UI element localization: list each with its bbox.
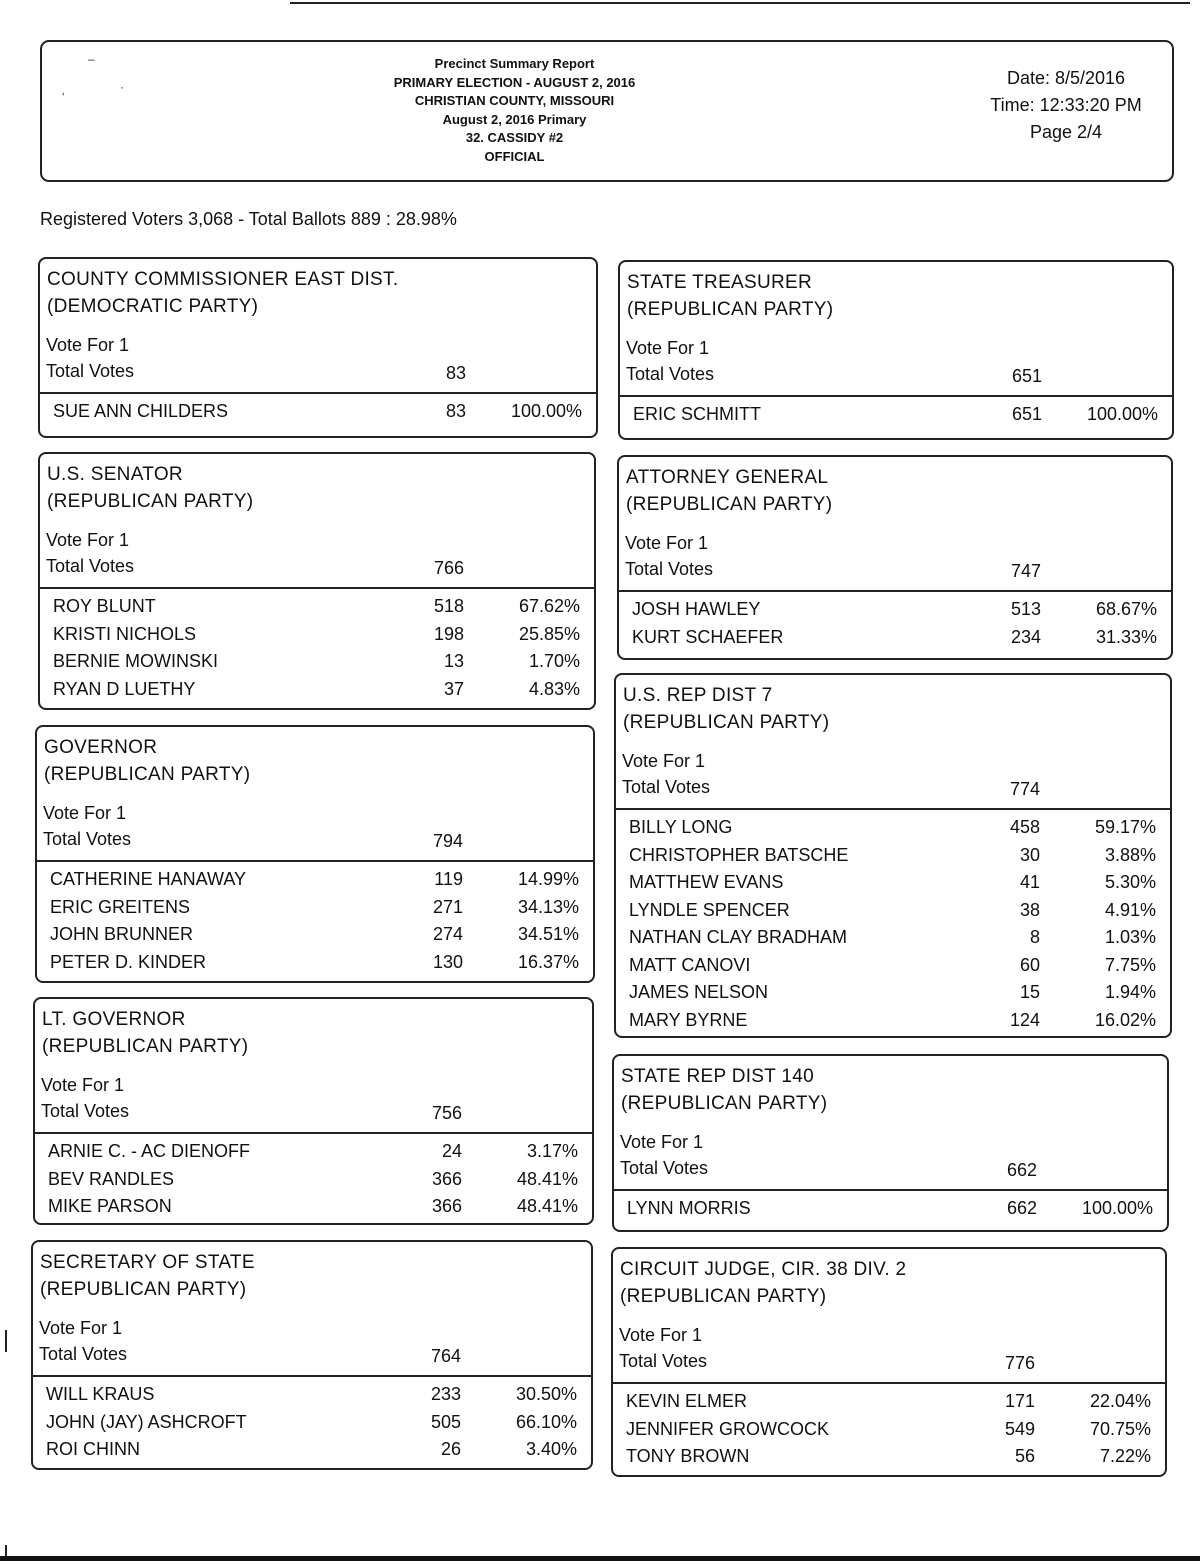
- candidate-name: JAMES NELSON: [629, 982, 769, 1002]
- candidate-votes: 549: [1004, 1418, 1035, 1439]
- race-party: (REPUBLICAN PARTY): [47, 491, 254, 512]
- candidate-votes: 26: [440, 1439, 461, 1459]
- race-box: [617, 455, 1173, 660]
- candidate-percent: 7.22%: [1099, 1446, 1151, 1466]
- race-party: (REPUBLICAN PARTY): [40, 1279, 247, 1300]
- candidate-percent: 14.99%: [517, 869, 579, 889]
- candidate-votes: 198: [433, 623, 464, 644]
- candidate-row: [619, 596, 1171, 624]
- candidate-row: [616, 979, 1170, 1007]
- race-title: SECRETARY OF STATE: [40, 1252, 255, 1273]
- candidate-name: NATHAN CLAY BRADHAM: [629, 927, 848, 947]
- page-number: Page 2/4: [1029, 122, 1103, 142]
- total-votes-row: [614, 1155, 1167, 1181]
- race-heading: [620, 262, 1172, 323]
- scan-mark: –: [88, 52, 95, 66]
- total-votes-value: 776: [1004, 1353, 1035, 1373]
- candidate-row: [616, 814, 1170, 842]
- candidate-name: ROI CHINN: [46, 1439, 140, 1459]
- race-party: (REPUBLICAN PARTY): [42, 1036, 249, 1057]
- candidate-name: JOHN (JAY) ASHCROFT: [46, 1411, 247, 1432]
- race-title: LT. GOVERNOR: [42, 1009, 186, 1030]
- total-votes-label: Total Votes: [619, 1351, 708, 1371]
- race-heading: [37, 727, 593, 788]
- race-box: [38, 257, 598, 438]
- race-title: U.S. SENATOR: [47, 464, 183, 485]
- candidate-row: [40, 676, 594, 704]
- vote-for-label: Vote For 1: [626, 338, 710, 358]
- candidate-percent: 22.04%: [1089, 1391, 1151, 1411]
- candidate-row: [33, 1409, 591, 1437]
- scan-mark: ·: [120, 80, 124, 94]
- candidate-row: [40, 593, 594, 621]
- candidate-name: ARNIE C. - AC DIENOFF: [48, 1141, 251, 1161]
- candidate-votes: 662: [1006, 1198, 1037, 1218]
- race-party: (DEMOCRATIC PARTY): [47, 296, 259, 317]
- candidate-row: [37, 921, 593, 949]
- candidate-votes: 83: [445, 401, 466, 421]
- candidate-name: PETER D. KINDER: [50, 951, 207, 972]
- candidate-row: [35, 1138, 592, 1166]
- candidate-votes: 13: [443, 651, 464, 671]
- total-votes-label: Total Votes: [626, 364, 715, 384]
- race-title: ATTORNEY GENERAL: [626, 467, 829, 488]
- race-party: (REPUBLICAN PARTY): [44, 764, 251, 785]
- total-votes-value: 794: [432, 831, 463, 851]
- candidate-votes: 60: [1019, 954, 1040, 975]
- total-votes-row: [37, 826, 593, 852]
- candidate-name: LYNDLE SPENCER: [629, 899, 790, 920]
- candidate-list: [614, 1191, 1167, 1223]
- total-votes-value: 764: [430, 1346, 461, 1366]
- candidate-votes: 41: [1019, 872, 1040, 892]
- vote-for-label: Vote For 1: [620, 1132, 704, 1152]
- candidate-list: [40, 394, 596, 426]
- candidate-name: BILLY LONG: [629, 817, 733, 837]
- total-votes-row: [35, 1098, 592, 1124]
- candidate-row: [40, 648, 594, 676]
- total-votes-value: 774: [1009, 779, 1040, 799]
- race-party: (REPUBLICAN PARTY): [627, 299, 834, 320]
- total-votes-row: [40, 358, 596, 384]
- race-heading: [35, 999, 592, 1060]
- candidate-percent: 3.40%: [525, 1439, 577, 1459]
- report-title-block: [342, 55, 687, 166]
- report-name: Precinct Summary Report: [434, 56, 595, 71]
- candidate-row: [620, 401, 1172, 429]
- candidate-name: ERIC GREITENS: [50, 896, 191, 917]
- candidate-row: [614, 1195, 1167, 1223]
- vote-for-label: Vote For 1: [39, 1318, 123, 1338]
- candidate-name: BEV RANDLES: [48, 1168, 175, 1189]
- candidate-votes: 37: [443, 678, 464, 699]
- candidate-row: [37, 866, 593, 894]
- race-heading: [33, 1242, 591, 1303]
- candidate-row: [613, 1443, 1165, 1471]
- race-heading: [613, 1249, 1165, 1310]
- candidate-votes: 518: [433, 596, 464, 616]
- candidate-name: KEVIN ELMER: [626, 1391, 748, 1411]
- candidate-votes: 119: [434, 869, 463, 889]
- report-date: Date: 8/5/2016: [1006, 68, 1126, 88]
- candidate-percent: 59.17%: [1094, 817, 1156, 837]
- race-party: (REPUBLICAN PARTY): [626, 494, 833, 515]
- total-votes-label: Total Votes: [46, 556, 135, 576]
- candidate-votes: 30: [1019, 844, 1040, 865]
- total-votes-row: [616, 774, 1170, 800]
- candidate-name: JOSH HAWLEY: [632, 599, 761, 619]
- candidate-name: WILL KRAUS: [46, 1384, 155, 1404]
- candidate-votes: 24: [441, 1141, 462, 1161]
- candidate-votes: 56: [1014, 1446, 1035, 1466]
- candidate-row: [616, 842, 1170, 870]
- candidate-row: [613, 1388, 1165, 1416]
- candidate-name: CHRISTOPHER BATSCHE: [629, 844, 849, 865]
- race-heading: [614, 1056, 1167, 1117]
- candidate-votes: 505: [430, 1411, 461, 1432]
- registration-summary: Registered Voters 3,068 - Total Ballots 889 : 28.98%: [40, 209, 457, 229]
- report-status: OFFICIAL: [484, 148, 545, 164]
- candidate-percent: 7.75%: [1104, 954, 1156, 975]
- candidate-percent: 100.00%: [510, 401, 582, 421]
- candidate-name: BERNIE MOWINSKI: [53, 651, 219, 671]
- candidate-row: [619, 624, 1171, 652]
- race-box: [611, 1247, 1167, 1477]
- total-votes-row: [613, 1348, 1165, 1374]
- candidate-row: [616, 1007, 1170, 1035]
- race-heading: [40, 259, 596, 320]
- county-name: CHRISTIAN COUNTY, MISSOURI: [414, 93, 615, 108]
- candidate-percent: 67.62%: [518, 596, 580, 616]
- candidate-percent: 25.85%: [518, 623, 580, 644]
- candidate-list: [35, 1134, 592, 1221]
- candidate-row: [616, 897, 1170, 925]
- race-box: [612, 1054, 1169, 1232]
- race-box: [35, 725, 595, 983]
- candidate-name: KURT SCHAEFER: [632, 626, 784, 647]
- vote-for-label: Vote For 1: [619, 1325, 703, 1345]
- candidate-list: [33, 1377, 591, 1464]
- candidate-votes: 124: [1009, 1009, 1040, 1030]
- candidate-percent: 5.30%: [1104, 872, 1156, 892]
- candidate-percent: 66.10%: [515, 1411, 577, 1432]
- candidate-votes: 513: [1010, 599, 1041, 619]
- total-votes-value: 83: [445, 363, 466, 383]
- total-votes-label: Total Votes: [39, 1344, 128, 1364]
- report-time: Time: 12:33:20 PM: [990, 95, 1142, 115]
- candidate-votes: 366: [431, 1168, 462, 1189]
- candidate-row: [40, 621, 594, 649]
- candidate-name: SUE ANN CHILDERS: [53, 401, 229, 421]
- candidate-name: CATHERINE HANAWAY: [50, 869, 247, 889]
- vote-for-label: Vote For 1: [625, 533, 709, 553]
- candidate-row: [37, 949, 593, 977]
- candidate-percent: 3.17%: [526, 1141, 578, 1161]
- candidate-votes: 271: [432, 896, 463, 917]
- candidate-percent: 30.50%: [515, 1384, 577, 1404]
- candidate-votes: 130: [432, 951, 463, 972]
- vote-for-label: Vote For 1: [46, 530, 130, 550]
- candidate-row: [616, 869, 1170, 897]
- candidate-percent: 1.94%: [1104, 982, 1156, 1002]
- race-box: [33, 997, 594, 1225]
- candidate-votes: 233: [430, 1384, 461, 1404]
- candidate-name: ERIC SCHMITT: [633, 404, 761, 424]
- candidate-row: [35, 1193, 592, 1221]
- candidate-percent: 1.70%: [528, 651, 580, 671]
- candidate-name: MIKE PARSON: [48, 1196, 172, 1216]
- candidate-votes: 171: [1004, 1391, 1035, 1411]
- total-votes-label: Total Votes: [46, 361, 135, 381]
- candidate-percent: 16.37%: [517, 951, 579, 972]
- candidate-list: [616, 810, 1170, 1034]
- candidate-votes: 458: [1009, 817, 1040, 837]
- candidate-name: ROY BLUNT: [53, 596, 156, 616]
- race-title: U.S. REP DIST 7: [623, 685, 773, 706]
- bottom-rule: [0, 1556, 1200, 1561]
- top-rule: [290, 2, 1190, 4]
- candidate-percent: 4.83%: [528, 678, 580, 699]
- race-heading: [619, 457, 1171, 518]
- candidate-votes: 651: [1011, 404, 1042, 424]
- candidate-list: [613, 1384, 1165, 1471]
- candidate-name: KRISTI NICHOLS: [53, 623, 197, 644]
- race-party: (REPUBLICAN PARTY): [623, 712, 830, 733]
- candidate-percent: 100.00%: [1086, 404, 1158, 424]
- candidate-percent: 48.41%: [516, 1168, 578, 1189]
- total-votes-label: Total Votes: [43, 829, 132, 849]
- candidate-name: MATT CANOVI: [629, 954, 751, 975]
- race-title: STATE REP DIST 140: [621, 1066, 815, 1087]
- candidate-percent: 68.67%: [1095, 599, 1157, 619]
- candidate-votes: 366: [431, 1196, 462, 1216]
- margin-mark: [5, 1330, 7, 1352]
- candidate-votes: 15: [1019, 982, 1040, 1002]
- race-party: (REPUBLICAN PARTY): [621, 1093, 828, 1114]
- race-box: [618, 260, 1174, 440]
- candidate-name: TONY BROWN: [626, 1446, 750, 1466]
- candidate-percent: 70.75%: [1089, 1418, 1151, 1439]
- candidate-percent: 1.03%: [1104, 927, 1156, 947]
- total-votes-value: 766: [433, 558, 464, 578]
- race-title: CIRCUIT JUDGE, CIR. 38 DIV. 2: [620, 1259, 907, 1280]
- total-votes-row: [619, 556, 1171, 582]
- candidate-row: [33, 1381, 591, 1409]
- total-votes-value: 651: [1011, 366, 1042, 386]
- total-votes-value: 747: [1010, 561, 1041, 581]
- total-votes-row: [620, 361, 1172, 387]
- candidate-percent: 31.33%: [1095, 626, 1157, 647]
- candidate-row: [616, 952, 1170, 980]
- vote-for-label: Vote For 1: [622, 751, 706, 771]
- candidate-row: [616, 924, 1170, 952]
- total-votes-value: 662: [1006, 1160, 1037, 1180]
- candidate-votes: 38: [1019, 899, 1040, 920]
- candidate-row: [40, 398, 596, 426]
- scan-mark: ‘: [62, 90, 65, 104]
- report-meta: [966, 65, 1166, 146]
- race-party: (REPUBLICAN PARTY): [620, 1286, 827, 1307]
- precinct-name: 32. CASSIDY #2: [465, 130, 564, 145]
- candidate-percent: 4.91%: [1104, 899, 1156, 920]
- race-title: GOVERNOR: [44, 737, 158, 758]
- candidate-votes: 234: [1010, 626, 1041, 647]
- vote-for-label: Vote For 1: [43, 803, 127, 823]
- total-votes-label: Total Votes: [622, 777, 711, 797]
- candidate-percent: 16.02%: [1094, 1009, 1156, 1030]
- vote-for-label: Vote For 1: [41, 1075, 125, 1095]
- election-date: August 2, 2016 Primary: [442, 111, 587, 127]
- candidate-name: JENNIFER GROWCOCK: [626, 1418, 830, 1439]
- candidate-percent: 3.88%: [1104, 844, 1156, 865]
- candidate-list: [619, 592, 1171, 651]
- report-header: [40, 40, 1174, 182]
- election-name: PRIMARY ELECTION - AUGUST 2, 2016: [393, 74, 636, 90]
- race-box: [614, 673, 1172, 1038]
- candidate-percent: 48.41%: [516, 1196, 578, 1216]
- total-votes-value: 756: [431, 1103, 462, 1123]
- candidate-name: JOHN BRUNNER: [50, 924, 194, 944]
- total-votes-label: Total Votes: [620, 1158, 709, 1178]
- candidate-row: [613, 1416, 1165, 1444]
- candidate-votes: 8: [1029, 927, 1040, 947]
- candidate-name: LYNN MORRIS: [627, 1198, 751, 1218]
- race-title: COUNTY COMMISSIONER EAST DIST.: [47, 269, 399, 290]
- candidate-name: RYAN D LUETHY: [53, 678, 196, 699]
- candidate-list: [620, 397, 1172, 429]
- candidate-row: [37, 894, 593, 922]
- candidate-list: [37, 862, 593, 976]
- race-heading: [616, 675, 1170, 736]
- candidate-votes: 274: [432, 924, 463, 944]
- total-votes-row: [40, 553, 594, 579]
- candidate-name: MATTHEW EVANS: [629, 872, 784, 892]
- candidate-percent: 34.13%: [517, 896, 579, 917]
- race-title: STATE TREASURER: [627, 272, 813, 293]
- candidate-list: [40, 589, 594, 703]
- total-votes-row: [33, 1341, 591, 1367]
- vote-for-label: Vote For 1: [46, 335, 130, 355]
- total-votes-label: Total Votes: [41, 1101, 130, 1121]
- candidate-percent: 100.00%: [1081, 1198, 1153, 1218]
- total-votes-label: Total Votes: [625, 559, 714, 579]
- candidate-row: [33, 1436, 591, 1464]
- race-box: [38, 452, 596, 710]
- race-heading: [40, 454, 594, 515]
- race-box: [31, 1240, 593, 1470]
- candidate-name: MARY BYRNE: [629, 1009, 748, 1030]
- candidate-row: [35, 1166, 592, 1194]
- candidate-percent: 34.51%: [517, 924, 579, 944]
